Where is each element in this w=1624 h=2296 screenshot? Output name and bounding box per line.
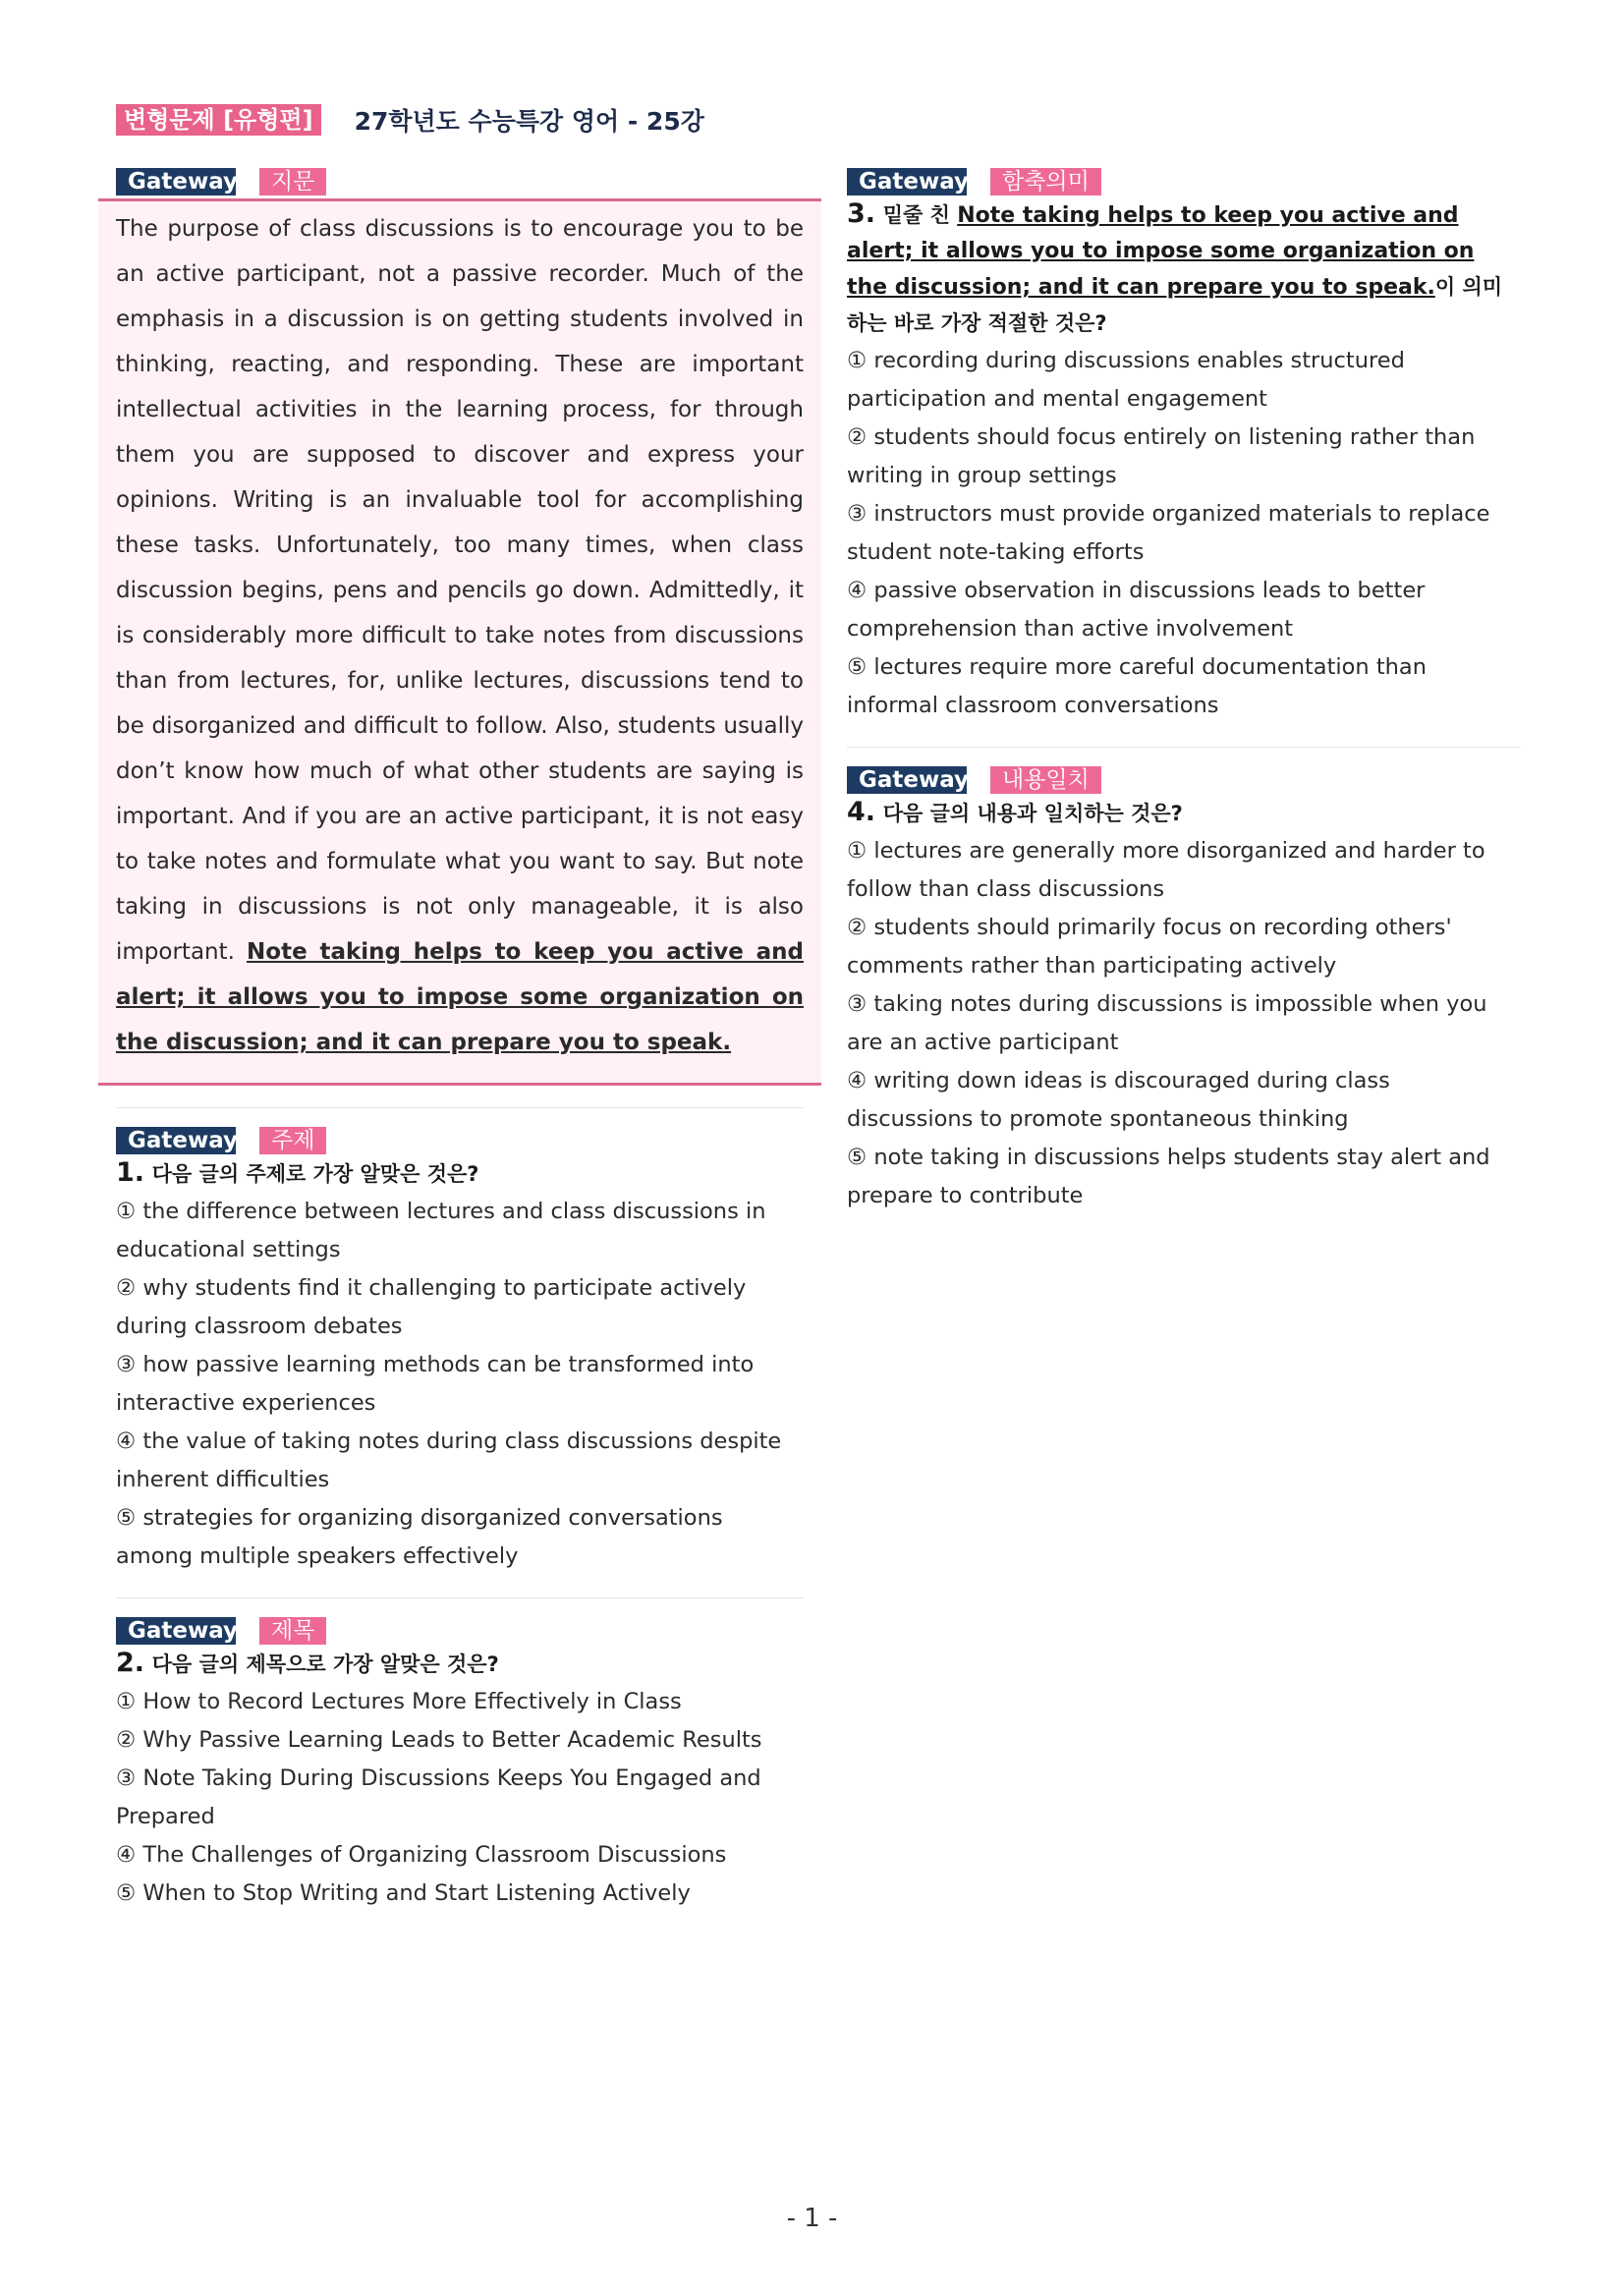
option-1[interactable]: ① lectures are generally more disorganized and harder to follow than class discussions [847, 838, 1485, 902]
question-stem [847, 795, 1521, 832]
question-suffix: 이 의미하는 바로 가장 적절한 것은? [847, 275, 1503, 335]
passage-box [116, 198, 804, 1086]
q1-tags [116, 1126, 804, 1155]
question-text: 다음 글의 내용과 일치하는 것은? [882, 802, 1183, 825]
option-3[interactable]: ③ Note Taking During Discussions Keeps You Engaged and Prepared [116, 1765, 761, 1829]
left-column [116, 167, 804, 1913]
question-3 [847, 167, 1521, 725]
option-4[interactable]: ④ the value of taking notes during class discussions despite inherent difficulties [116, 1428, 782, 1492]
question-text: 다음 글의 주제로 가장 알맞은 것은? [151, 1162, 479, 1186]
question-stem [116, 1646, 804, 1683]
q3-tags [847, 167, 1521, 196]
section-divider [116, 1597, 804, 1598]
option-3[interactable]: ③ how passive learning methods can be transformed into interactive experiences [116, 1352, 755, 1416]
section-divider [116, 1107, 804, 1108]
option-3[interactable]: ③ taking notes during discussions is impossible when you are an active participant [847, 991, 1487, 1055]
gateway-badge: Gateway [847, 766, 967, 794]
option-list [116, 1683, 804, 1913]
header-title: 27학년도 수능특강 영어 - 25강 [354, 107, 704, 136]
question-4 [847, 765, 1521, 1215]
section-label: 주제 [259, 1127, 326, 1154]
option-2[interactable]: ② students should primarily focus on recording others' comments rather than participating actively [847, 915, 1452, 979]
option-4[interactable]: ④ writing down ideas is discouraged during class discussions to promote spontaneous thinking [847, 1068, 1390, 1132]
gateway-badge: Gateway [116, 168, 236, 196]
question-stem [847, 196, 1521, 342]
section-label: 제목 [259, 1617, 326, 1645]
question-text: 다음 글의 제목으로 가장 알맞은 것은? [151, 1652, 499, 1676]
question-stem [116, 1155, 804, 1193]
option-list [847, 832, 1521, 1215]
option-1[interactable]: ① recording during discussions enables structured participation and mental engagement [847, 348, 1405, 412]
passage-divider [98, 198, 821, 201]
option-5[interactable]: ⑤ note taking in discussions helps students stay alert and prepare to contribute [847, 1145, 1490, 1208]
q2-tags [116, 1616, 804, 1646]
gateway-badge: Gateway [116, 1127, 236, 1154]
option-5[interactable]: ⑤ lectures require more careful documentation than informal classroom conversations [847, 654, 1427, 718]
gateway-badge: Gateway [847, 168, 967, 196]
question-number: 2. [116, 1648, 145, 1678]
passage-underlined: Note taking helps to keep you active and alert; it allows you to impose some organization on the discussion; and it can prepare you to speak. [116, 939, 804, 1055]
option-2[interactable]: ② students should focus entirely on listening rather than writing in group settings [847, 424, 1476, 488]
option-4[interactable]: ④ The Challenges of Organizing Classroom Discussions [116, 1842, 727, 1868]
question-number: 1. [116, 1157, 145, 1188]
option-1[interactable]: ① How to Record Lectures More Effectively in Class [116, 1689, 682, 1714]
section-divider [847, 747, 1521, 748]
option-5[interactable]: ⑤ When to Stop Writing and Start Listening Actively [116, 1880, 691, 1906]
option-2[interactable]: ② Why Passive Learning Leads to Better Academic Results [116, 1727, 762, 1753]
question-1 [116, 1126, 804, 1576]
page-header [116, 102, 704, 138]
right-column [847, 167, 1521, 1215]
gateway-badge: Gateway [116, 1617, 236, 1645]
question-prefix: 밑줄 친 [882, 203, 958, 227]
option-list [116, 1193, 804, 1576]
option-5[interactable]: ⑤ strategies for organizing disorganized conversations among multiple speakers effectively [116, 1505, 723, 1569]
question-underlined: Note taking helps to keep you active and alert; it allows you to impose some organization on the discussion; and it can prepare you to speak. [847, 203, 1475, 300]
passage-body: The purpose of class discussions is to encourage you to be an active participant, not a passive recorder. Much of the emphasis in a discussion is on getting students involved in thinking, reacting, and responding. These are important intellectual activities in the learning process, for through them you are supposed to discover and express your opinions. Writing is an invaluable tool for accomplishing these tasks. Unfortunately, too many times, when class discussion begins, pens and pencils go down. Admittedly, it is considerably more difficult to take notes from discussions than from lectures, for, unlike lectures, discussions tend to be disorganized and difficult to follow. Also, students usually don’t know how much of what other students are saying is important. And if you are an active participant, it is not easy to take notes and formulate what you want to say. But note taking in discussions is not only manageable, it is also important. [116, 216, 804, 965]
option-1[interactable]: ① the difference between lectures and class discussions in educational settings [116, 1199, 766, 1262]
option-4[interactable]: ④ passive observation in discussions leads to better comprehension than active involvement [847, 578, 1426, 642]
q4-tags [847, 765, 1521, 795]
option-3[interactable]: ③ instructors must provide organized materials to replace student note-taking efforts [847, 501, 1490, 565]
section-label: 지문 [259, 168, 326, 196]
page-number: - 1 - [786, 2204, 838, 2233]
question-number: 3. [847, 198, 876, 229]
passage-text [98, 198, 821, 1086]
option-list [847, 342, 1521, 725]
passage-tags [116, 167, 804, 196]
question-number: 4. [847, 797, 876, 827]
question-2 [116, 1616, 804, 1913]
section-label: 함축의미 [990, 168, 1101, 196]
header-tag: 변형문제 [유형편] [116, 104, 321, 136]
section-label: 내용일치 [990, 766, 1101, 794]
option-2[interactable]: ② why students find it challenging to participate actively during classroom debates [116, 1275, 747, 1339]
